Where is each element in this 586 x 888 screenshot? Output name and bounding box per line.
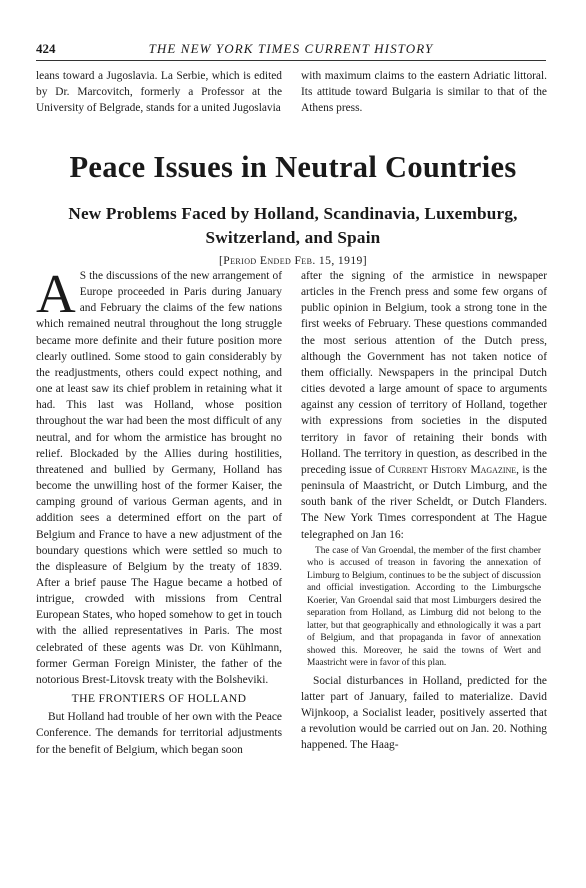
block-quote-text: The case of Van Groendal, the member of the first chamber who is accused of treason in favoring the annexation of Limburg to Belgium, continues to be the subject of discussion and official investigation. According to the Limburgsche Koerier, Van Groendal said that most Limburgers desired the separation from Holland, as Limburg did not belong to the latter, but that geographically and ethnologically it was a part of Belgium, and that propaganda in favor of annexation showed this. Moreover, he said the towns of Wert and Maastricht were in favor of this plan. xyxy=(307,545,541,669)
carryover-right-text: with maximum claims to the eastern Adriatic littoral. Its attitude toward Bulgaria is similar to that of the Athens press. xyxy=(301,70,547,115)
subtitle-line-1: New Problems Faced by Holland, Scandinavia, Luxemburg, xyxy=(68,204,518,223)
carryover-left-text: leans toward a Jugoslavia. La Serbie, which is edited by Dr. Marcovitch, formerly a Professor at the University of Belgrade, stands for a united Jugoslavia xyxy=(36,70,282,115)
opening-paragraph xyxy=(36,263,282,688)
article-subtitle xyxy=(26,202,560,250)
article-right-column xyxy=(301,268,547,753)
paragraph-dutch-press xyxy=(301,268,547,543)
carryover-right-column xyxy=(301,68,547,116)
magazine-name: Current History Magazine xyxy=(387,463,517,476)
block-quote xyxy=(301,545,547,670)
paragraph-social-disturbances: Social disturbances in Holland, predicted for the latter part of January, failed to materialize. David Wijnkoop, a Socialist leader, positively asserted that a revolution would be carried out on Jan. 20. Nothing happened. The Haag- xyxy=(301,674,547,752)
page-header xyxy=(36,40,546,61)
paragraph-dutch-press-text: after the signing of the armistice in newspaper articles in the French press and some few organs of public opinion in Belgium, took a strong tone in the first weeks of February. These questions commanded the most serious attention of the Dutch press, although the Government has not taken notice of them officially. Newspapers in the principal Dutch cities devoted a large amount of space to arguments against any cession of territory of Holland, together with expressions from societies in the disputed territory in favor of retaining their bonds with Holland. The territory in question, as described in the preceding issue of xyxy=(301,270,547,476)
article-title: Peace Issues in Neutral Countries xyxy=(69,150,517,184)
section-heading: THE FRONTIERS OF HOLLAND xyxy=(71,692,247,706)
period-note: [Period Ended Feb. 15, 1919] xyxy=(219,254,367,267)
drop-cap: A xyxy=(36,263,76,324)
article-left-column xyxy=(36,263,282,758)
running-title: THE NEW YORK TIMES CURRENT HISTORY xyxy=(148,41,434,56)
subtitle-line-2: Switzerland, and Spain xyxy=(205,228,381,247)
paragraph-dutch-press-continued: , is the peninsula of Maastricht, or Dutch Limburg, and the south bank of the river Scheldt, or Dutch Flanders. The New York Times correspondent at The Hague telegraphed on Jan 16: xyxy=(301,463,548,541)
page-number: 424 xyxy=(36,41,56,56)
carryover-left-column xyxy=(36,68,282,116)
opening-paragraph-text: S the discussions of the new arrangement of Europe proceeded in Paris during January and February the claims of the few nations which remained neutral throughout the long struggle became more definite and their future position more clearly outlined. Some stood to gain considerably by the readjustments, others could expect nothing, and one at least saw its chief problem in retaining what it had. This last was Holland, whose position throughout the war had been the most difficult of any neutral, and for whom the armistice has brought no relief. Blockaded by the Allies during hostilities, threatened and bullied by Germany, Holland has become the unwilling host of the former Kaiser, the camping ground of various German agents, and in addition sees a determined effort on the part of Belgium and France to have a new adjustment of the boundary questions which were settled so much to the displeasure of Belgium by the treaty of 1839. After a brief pause The Hague became a hotbed of intrigue, crowded with missions from Central European States, who hoped somehow to get in touch with the allied representatives in Paris. The most celebrated of these agents was Dr. von Kühlmann, former German Foreign Minister, the father of the notorious Brest-Litovsk treaty with the Bolsheviki. xyxy=(36,270,282,686)
paragraph-frontiers: But Holland had trouble of her own with the Peace Conference. The demands for territorial adjustments for the benefit of Belgium, which began soon xyxy=(36,711,282,756)
